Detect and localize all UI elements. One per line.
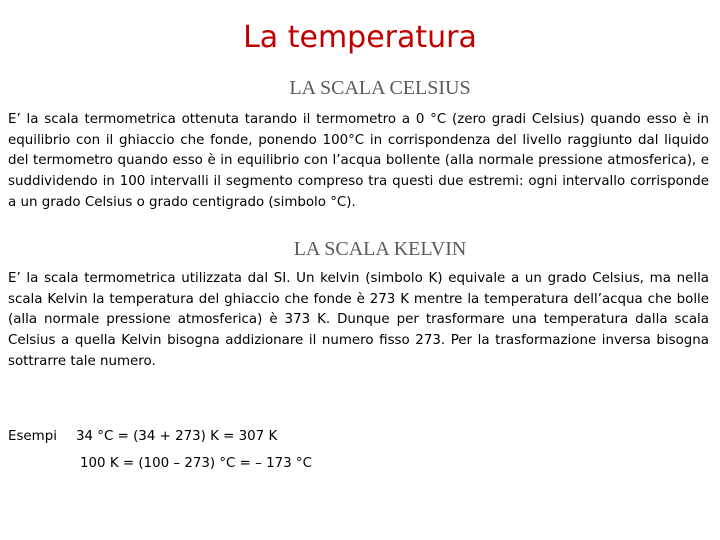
kelvin-paragraph: E’ la scala termometrica utilizzata dal SI. Un kelvin (simbolo K) equivale a un grado Celsius, ma nella scala Kelvin la temperatura del ghiaccio che fonde è 273 K mentre la temperatura dell’acqua che bolle (alla normale pressione atmosferica) è 373 K. Dunque per trasformare una temperatura dalla scala Celsius a quella Kelvin bisogna addizionare il numero fisso 273. Per la trasformazione inversa bisogna sottrarre tale numero. (8, 271, 709, 369)
kelvin-heading: LA SCALA KELVIN (293, 238, 467, 260)
example-celsius-to-kelvin: 34 °C = (34 + 273) K = 307 K (76, 429, 278, 444)
celsius-heading: LA SCALA CELSIUS (289, 77, 471, 99)
slide-title: La temperatura (243, 20, 477, 55)
example-kelvin-to-celsius: 100 K = (100 – 273) °C = – 173 °C (80, 456, 312, 471)
examples-label: Esempi (8, 429, 57, 444)
celsius-paragraph: E’ la scala termometrica ottenuta tarando il termometro a 0 °C (zero gradi Celsius) quando esso è in equilibrio con il ghiaccio che fonde, ponendo 100°C in corrispondenza del livello raggiunto dal liquido del termometro quando esso è in equilibrio con l’acqua bollente (alla normale pressione atmosferica), e suddividendo in 100 intervalli il segmento compreso tra questi due estremi: ogni intervallo corrisponde a un grado Celsius o grado centigrado (simbolo °C). (8, 112, 709, 210)
